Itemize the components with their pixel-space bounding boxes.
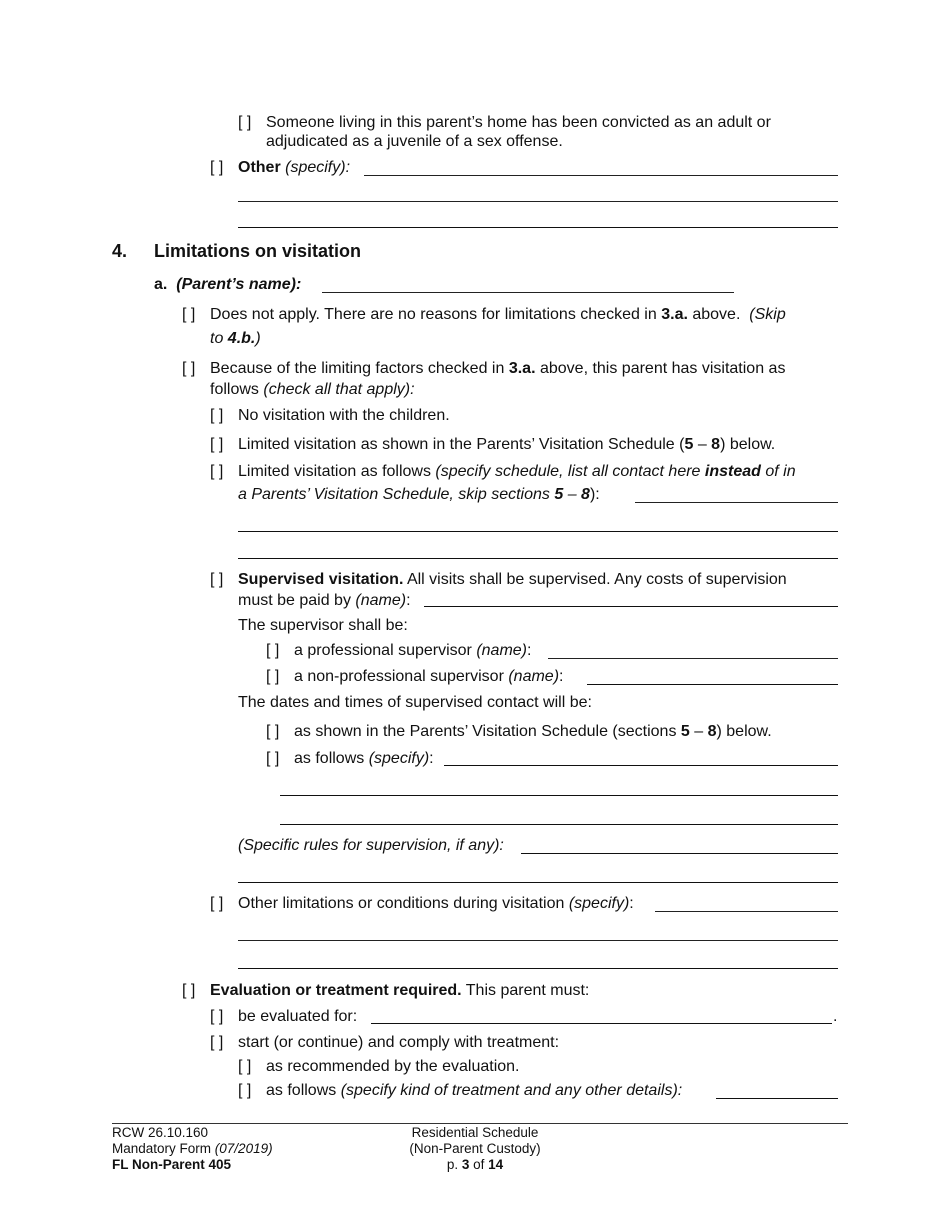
footer-title-2: (Non-Parent Custody)	[409, 1141, 541, 1156]
checkbox[interactable]: [ ]	[182, 306, 196, 323]
checkbox[interactable]: [ ]	[238, 1082, 252, 1099]
checkbox[interactable]: [ ]	[210, 159, 224, 176]
dash: –	[693, 436, 712, 453]
dash: –	[689, 723, 708, 740]
no-visitation-item	[210, 406, 450, 426]
non-professional-item	[266, 667, 563, 687]
other-fill-line-3[interactable]	[238, 227, 838, 228]
as-follows-item	[266, 749, 434, 769]
paid-by-text: must be paid by	[238, 592, 351, 609]
other-limitations-line-3[interactable]	[238, 968, 838, 969]
checkbox[interactable]: [ ]	[266, 723, 280, 740]
non-professional-text: a non-professional supervisor	[294, 668, 504, 685]
evaluation-text: This parent must:	[461, 982, 590, 999]
supervised-text: All visits shall be supervised. Any costs of supervision	[403, 571, 787, 588]
checkbox[interactable]: [ ]	[238, 114, 252, 131]
as-recommended-item	[238, 1057, 519, 1077]
other-fill-line-2[interactable]	[238, 201, 838, 202]
no-visitation-text: No visitation with the children.	[238, 407, 450, 424]
sex-offense-text-cont: adjudicated as a juvenile of a sex offense.	[266, 133, 563, 150]
parent-name-label: (Parent’s name):	[176, 276, 302, 293]
page-total: 14	[488, 1157, 504, 1172]
sex-offense-text: Someone living in this parent’s home has been convicted as an adult or	[266, 114, 771, 131]
specify-label: (specify)	[568, 895, 630, 912]
limited-follows-text: Limited visitation as follows	[238, 463, 431, 480]
be-evaluated-text: be evaluated for:	[238, 1008, 358, 1025]
start-treatment-text: start (or continue) and comply with treatment:	[238, 1034, 560, 1051]
limited-follows-end: ):	[589, 486, 600, 503]
checkbox[interactable]: [ ]	[210, 895, 224, 912]
limited-follows-field[interactable]	[635, 502, 838, 503]
parent-name-field[interactable]	[322, 292, 734, 293]
other-item	[210, 158, 350, 178]
because-text-2: above, this parent has visitation as	[539, 360, 786, 377]
because-text: Because of the limiting factors checked in	[210, 360, 505, 377]
limited-schedule-item	[210, 435, 775, 455]
non-professional-field[interactable]	[587, 684, 838, 685]
because-text-3: follows	[210, 381, 259, 398]
other-limitations-item	[210, 894, 634, 914]
limited-follows-italic: (specify schedule, list all contact here	[435, 463, 701, 480]
name-label: (name)	[476, 642, 528, 659]
ref-3a: 3.a.	[508, 360, 536, 377]
mandatory-text: Mandatory Form	[112, 1141, 212, 1156]
limited-follows-italic-2: of in	[765, 463, 796, 480]
checkbox[interactable]: [ ]	[266, 668, 280, 685]
other-limitations-line-2[interactable]	[238, 940, 838, 941]
page-number: 3	[461, 1157, 470, 1172]
colon: :	[527, 642, 532, 659]
checkbox[interactable]: [ ]	[266, 750, 280, 767]
instead: instead	[704, 463, 761, 480]
specific-rules-label: (Specific rules for supervision, if any):	[238, 837, 504, 854]
checkbox[interactable]: [ ]	[210, 1008, 224, 1025]
limited-follows-line-2[interactable]	[238, 531, 838, 532]
limited-follows-cont	[238, 485, 600, 505]
as-follows-line-3[interactable]	[280, 824, 838, 825]
limited-schedule-text-2: ) below.	[720, 436, 776, 453]
name-label: (name)	[508, 668, 560, 685]
dash: –	[563, 486, 582, 503]
footer-rcw: RCW 26.10.160	[112, 1125, 209, 1140]
dates-times: The dates and times of supervised contact will be:	[238, 694, 592, 711]
as-follows-field[interactable]	[444, 765, 838, 766]
section-number: 4.	[112, 241, 128, 261]
footer-form-id: FL Non-Parent 405	[112, 1157, 232, 1172]
limited-follows-italic-3: a Parents’ Visitation Schedule, skip sections	[238, 486, 550, 503]
other-specify: (specify):	[285, 159, 351, 176]
start-treatment-item	[210, 1033, 559, 1053]
supervisor-shall: The supervisor shall be:	[238, 617, 408, 634]
ref-8: 8	[707, 723, 717, 740]
specify-label: (specify)	[368, 750, 430, 767]
sex-offense-item	[238, 113, 771, 133]
limited-schedule-text: Limited visitation as shown in the Parents’ Visitation Schedule (	[238, 436, 685, 453]
check-all: (check all that apply):	[263, 381, 415, 398]
limited-follows-item	[210, 462, 796, 482]
ref-8: 8	[711, 436, 721, 453]
checkbox[interactable]: [ ]	[182, 360, 196, 377]
ref-8: 8	[581, 486, 590, 503]
checkbox[interactable]: [ ]	[210, 1034, 224, 1051]
does-not-apply-text-2: above.	[692, 306, 741, 323]
checkbox[interactable]: [ ]	[238, 1058, 252, 1075]
page-of: of	[473, 1157, 485, 1172]
treat-follows-item	[238, 1081, 682, 1101]
ref-5: 5	[684, 436, 694, 453]
skip-close: )	[255, 330, 261, 347]
be-evaluated-period: .	[833, 1008, 838, 1025]
supervised-item	[210, 570, 787, 590]
ref-5: 5	[680, 723, 690, 740]
checkbox[interactable]: [ ]	[210, 571, 224, 588]
specific-rules-line-2[interactable]	[238, 882, 838, 883]
other-limitations-text: Other limitations or conditions during visitation	[238, 895, 565, 912]
as-follows-text: as follows	[294, 750, 365, 767]
parent-name-row	[154, 275, 301, 295]
treat-follows-field[interactable]	[716, 1098, 838, 1099]
be-evaluated-item	[210, 1007, 357, 1027]
professional-item	[266, 641, 531, 661]
does-not-apply-item	[182, 305, 786, 325]
specific-rules-field[interactable]	[521, 853, 838, 854]
does-not-apply-text: Does not apply. There are no reasons for limitations checked in	[210, 306, 657, 323]
limited-follows-line-3[interactable]	[238, 558, 838, 559]
checkbox[interactable]: [ ]	[266, 642, 280, 659]
footer-page	[375, 1157, 575, 1173]
checkbox[interactable]: [ ]	[182, 982, 196, 999]
as-follows-line-2[interactable]	[280, 795, 838, 796]
page-prefix: p.	[446, 1157, 459, 1172]
as-shown-item	[266, 722, 772, 742]
skip-to-cont	[210, 329, 261, 349]
checkbox[interactable]: [ ]	[210, 407, 224, 424]
footer-mandatory	[112, 1141, 273, 1157]
as-recommended-text: as recommended by the evaluation.	[266, 1058, 520, 1075]
section-title: Limitations on visitation	[154, 241, 362, 261]
checkbox[interactable]: [ ]	[210, 463, 224, 480]
be-evaluated-field[interactable]	[371, 1023, 832, 1024]
treat-follows-text: as follows	[266, 1082, 337, 1099]
skip-to: (Skip	[749, 306, 786, 323]
footer-rule	[112, 1123, 848, 1124]
professional-text: a professional supervisor	[294, 642, 472, 659]
footer-title-1: Residential Schedule	[411, 1125, 539, 1140]
other-label: Other	[238, 159, 281, 176]
colon: :	[406, 592, 411, 609]
ref-5: 5	[554, 486, 564, 503]
specific-rules	[238, 836, 504, 856]
checkbox[interactable]: [ ]	[210, 436, 224, 453]
form-date: (07/2019)	[214, 1141, 273, 1156]
colon: :	[559, 668, 564, 685]
treat-specify-label: (specify kind of treatment and any other details):	[340, 1082, 683, 1099]
evaluation-item	[182, 981, 589, 1001]
ref-3a: 3.a.	[661, 306, 688, 323]
other-fill-line[interactable]	[364, 175, 838, 176]
as-shown-text-2: ) below.	[716, 723, 772, 740]
evaluation-title: Evaluation or treatment required.	[210, 982, 462, 999]
supervised-cont	[238, 591, 411, 611]
as-shown-text: as shown in the Parents’ Visitation Schedule (sections	[294, 723, 677, 740]
paid-by-field[interactable]	[424, 606, 838, 607]
supervised-title: Supervised visitation.	[238, 571, 404, 588]
colon: :	[629, 895, 634, 912]
item-a-label: a.	[154, 276, 168, 293]
because-item	[182, 359, 785, 379]
name-label: (name)	[355, 592, 407, 609]
other-limitations-field[interactable]	[655, 911, 838, 912]
professional-field[interactable]	[548, 658, 838, 659]
ref-4b: 4.b.	[227, 330, 256, 347]
because-cont	[210, 380, 415, 400]
skip-to-2: to	[210, 330, 224, 347]
colon: :	[429, 750, 434, 767]
